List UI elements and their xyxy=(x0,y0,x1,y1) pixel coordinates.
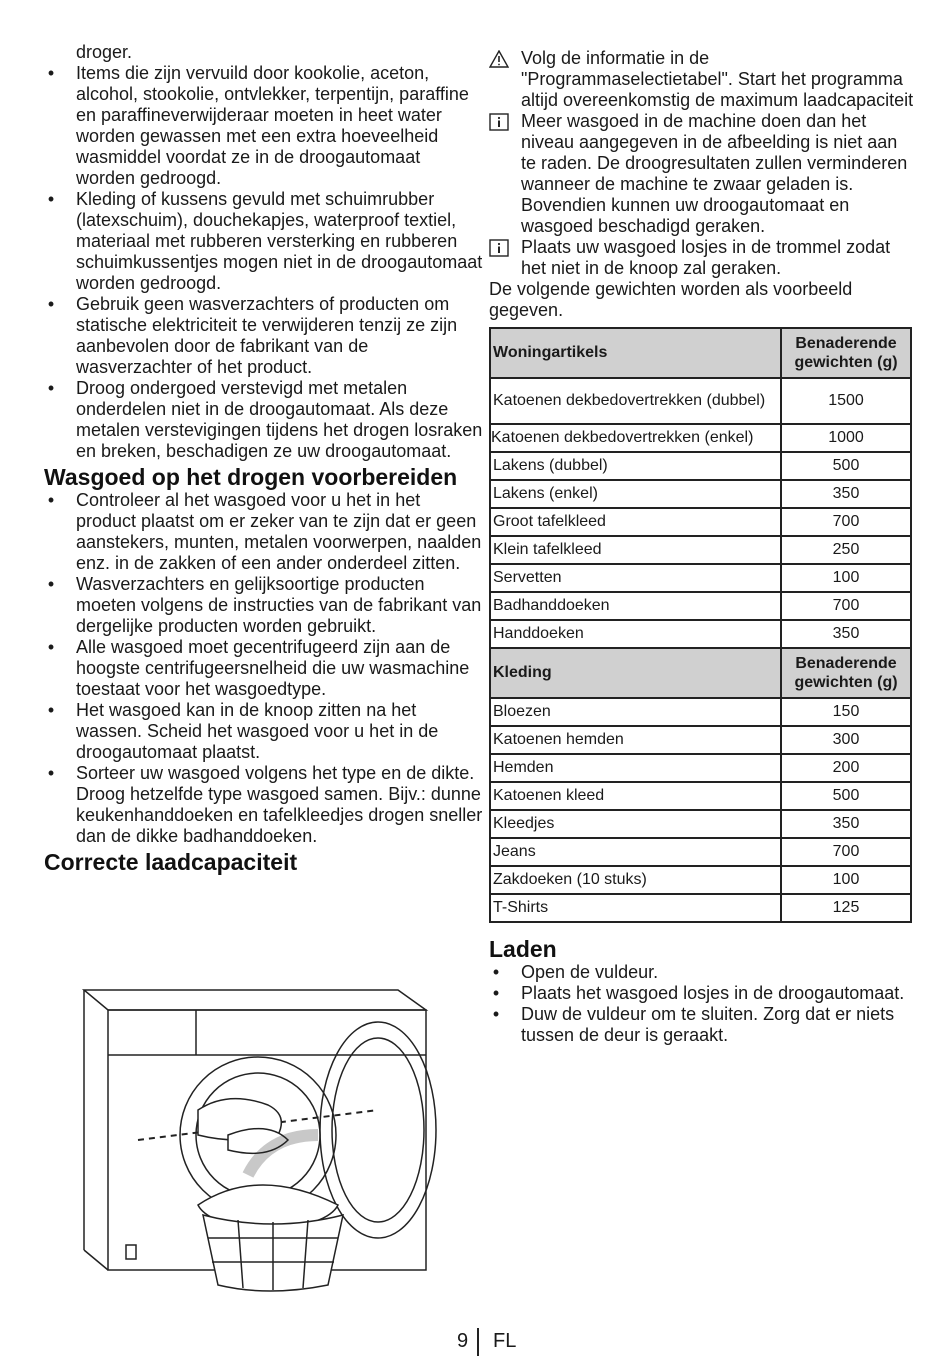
table-row: Zakdoeken (10 stuks) 100 xyxy=(490,866,911,894)
left-column xyxy=(44,42,484,875)
list-item: • Items die zijn vervuild door kookolie, aceton, alcohol, stookolie, ontvlekker, terpentijn, paraffine en paraffineverwijderaar moeten in heet water worden gewassen met een extra hoeveelheid wasmiddel voordat ze in de droogautomaat worden gedroogd. xyxy=(47,63,469,188)
table-row: Katoenen hemden 300 xyxy=(490,726,911,754)
info-icon xyxy=(489,239,509,257)
weights-intro: De volgende gewichten worden als voorbeeld gegeven. xyxy=(489,279,853,320)
list-item: • Wasverzachters en gelijksoortige producten moeten volgens de instructies van de fabrikant van dergelijke producten worden gebruikt. xyxy=(47,574,482,636)
table-row: Jeans 700 xyxy=(490,838,911,866)
table-row: Bloezen 150 xyxy=(490,698,911,726)
table-header-row: Woningartikels Benaderende gewichten (g) xyxy=(490,328,911,378)
intro-continuation: droger. xyxy=(76,42,133,62)
table-row: Servetten 100 xyxy=(490,564,911,592)
list-item: • Het wasgoed kan in de knoop zitten na het wassen. Scheid het wasgoed voor u het in de droogautomaat plaatst. xyxy=(47,700,439,762)
info-icon xyxy=(489,113,509,131)
section-heading-capacity: Correcte laadcapaciteit xyxy=(44,849,298,875)
table-row: Klein tafelkleed 250 xyxy=(490,536,911,564)
table-row: Badhanddoeken 700 xyxy=(490,592,911,620)
language-code: FL xyxy=(493,1330,517,1352)
table-row: Kleedjes 350 xyxy=(490,810,911,838)
table-row: Katoenen dekbedovertrekken (enkel) 1000 xyxy=(490,424,911,452)
weights-table xyxy=(489,327,912,923)
list-item: • Controleer al het wasgoed voor u het in het product plaatst om er zeker van te zijn dat er geen aanstekers, munten, metalen voorwerpen, naalden enz. in de zakken of een ander onderdeel zitten. xyxy=(47,490,482,573)
table-row: Groot tafelkleed 700 xyxy=(490,508,911,536)
info-note: Meer wasgoed in de machine doen dan het niveau aangegeven in de afbeelding is niet aan te raden. De droogresultaten zullen verminderen wanneer de machine te zwaar geladen is. Bovendien kunnen uw droogautomaat en wasgoed beschadigd geraken. xyxy=(489,111,914,237)
table-row: Handdoeken 350 xyxy=(490,620,911,648)
page-number: 9 xyxy=(457,1330,469,1352)
list-item: • Sorteer uw wasgoed volgens het type en de dikte. Droog hetzelfde type wasgoed samen. Bijv.: dunne keukenhanddoeken en tafelkleedjes drogen sneller dan de dikke badhanddoeken. xyxy=(47,763,483,846)
table-row: Katoenen dekbedovertrekken (dubbel) 1500 xyxy=(490,378,911,424)
list-item: • Alle wasgoed moet gecentrifugeerd zijn aan de hoogste centrifugeersnelheid die uw wasmachine toestaat voor het wasgoedtype. xyxy=(47,637,470,699)
footer-divider xyxy=(477,1328,479,1356)
table-row: T-Shirts 125 xyxy=(490,894,911,922)
bullet-list-warnings xyxy=(44,63,484,462)
bullet-list-prepare xyxy=(44,490,484,847)
list-item: • Plaats het wasgoed losjes in de droogautomaat. xyxy=(492,983,905,1003)
table-row: Lakens (enkel) 350 xyxy=(490,480,911,508)
right-column xyxy=(489,48,914,1046)
bullet-list-loading xyxy=(489,962,914,1046)
table-row: Katoenen kleed 500 xyxy=(490,782,911,810)
info-note: Plaats uw wasgoed losjes in de trommel zodat het niet in de knoop zal geraken. xyxy=(489,237,914,279)
warning-triangle-icon xyxy=(489,50,509,68)
dryer-loading-illustration xyxy=(78,980,458,1300)
list-item: • Kleding of kussens gevuld met schuimrubber (latexschuim), douchekapjes, waterproof textiel, materiaal met rubberen versterking en rubberen schuimkussentjes mogen niet in de droogautomaat worden gedroogd. xyxy=(47,189,483,293)
table-row: Lakens (dubbel) 500 xyxy=(490,452,911,480)
section-heading-loading: Laden xyxy=(489,936,557,962)
section-heading-prepare: Wasgoed op het drogen voorbereiden xyxy=(44,464,458,490)
table-row: Hemden 200 xyxy=(490,754,911,782)
list-item: • Gebruik geen wasverzachters of producten om statische elektriciteit te verwijderen tenzij ze zijn aanbevolen door de fabrikant van de wasverzachter of het product. xyxy=(47,294,458,377)
warning-note: Volg de informatie in de "Programmaselectietabel". Start het programma altijd overeenkomstig de maximum laadcapaciteit xyxy=(489,48,914,111)
list-item: • Duw de vuldeur om te sluiten. Zorg dat er niets tussen de deur is geraakt. xyxy=(492,1004,895,1045)
table-header-row: Kleding Benaderende gewichten (g) xyxy=(490,648,911,698)
list-item: • Open de vuldeur. xyxy=(492,962,659,982)
list-item: • Droog ondergoed verstevigd met metalen onderdelen niet in de droogautomaat. Als deze metalen verstevigingen tijdens het drogen losraken en breken, beschadigen ze uw droogautomaat. xyxy=(47,378,483,461)
